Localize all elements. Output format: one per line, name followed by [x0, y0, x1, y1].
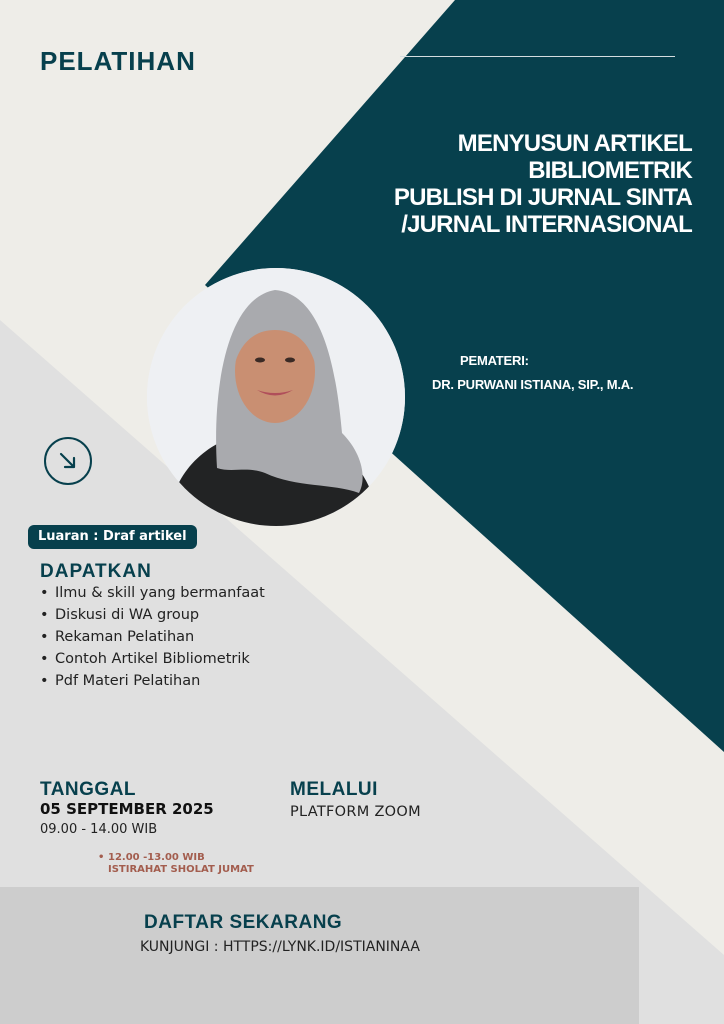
- speaker-photo: [147, 268, 405, 526]
- divider-line: [400, 56, 675, 57]
- break-label: ISTIRAHAT SHOLAT JUMAT: [108, 864, 254, 875]
- date-title: TANGGAL: [40, 779, 137, 800]
- event-date: 05 SEPTEMBER 2025: [40, 800, 214, 818]
- registration-link[interactable]: KUNJUNGI : HTTPS://LYNK.ID/ISTIANINAA: [140, 939, 420, 955]
- speaker-name: DR. PURWANI ISTIANA, SIP., M.A.: [432, 377, 634, 392]
- event-time: 09.00 - 14.00 WIB: [40, 822, 158, 837]
- break-time: • 12.00 -13.00 WIB: [108, 852, 205, 863]
- list-item: • Diskusi di WA group: [40, 604, 265, 626]
- event-type-label: PELATIHAN: [40, 46, 196, 76]
- event-title: [332, 130, 692, 238]
- list-item: • Ilmu & skill yang bermanfaat: [40, 582, 265, 604]
- speaker-portrait-icon: [147, 268, 405, 526]
- list-item: • Rekaman Pelatihan: [40, 626, 265, 648]
- benefits-title: DAPATKAN: [40, 561, 152, 582]
- registration-panel: [0, 887, 639, 1024]
- output-badge: Luaran : Draf artikel: [28, 525, 197, 549]
- list-item: • Contoh Artikel Bibliometrik: [40, 648, 265, 670]
- arrow-down-right-icon: [44, 437, 92, 485]
- benefits-list: [40, 582, 265, 692]
- register-title: DAFTAR SEKARANG: [144, 912, 343, 933]
- list-item: • Pdf Materi Pelatihan: [40, 670, 265, 692]
- break-note: [108, 852, 254, 876]
- title-line: /JURNAL INTERNASIONAL: [401, 211, 692, 238]
- title-line: PUBLISH DI JURNAL SINTA: [393, 184, 692, 211]
- title-line: BIBLIOMETRIK: [528, 157, 692, 184]
- venue-value: PLATFORM ZOOM: [290, 804, 421, 820]
- title-line: MENYUSUN ARTIKEL: [457, 130, 692, 157]
- speaker-label: PEMATERI:: [460, 353, 529, 368]
- venue-title: MELALUI: [290, 779, 378, 800]
